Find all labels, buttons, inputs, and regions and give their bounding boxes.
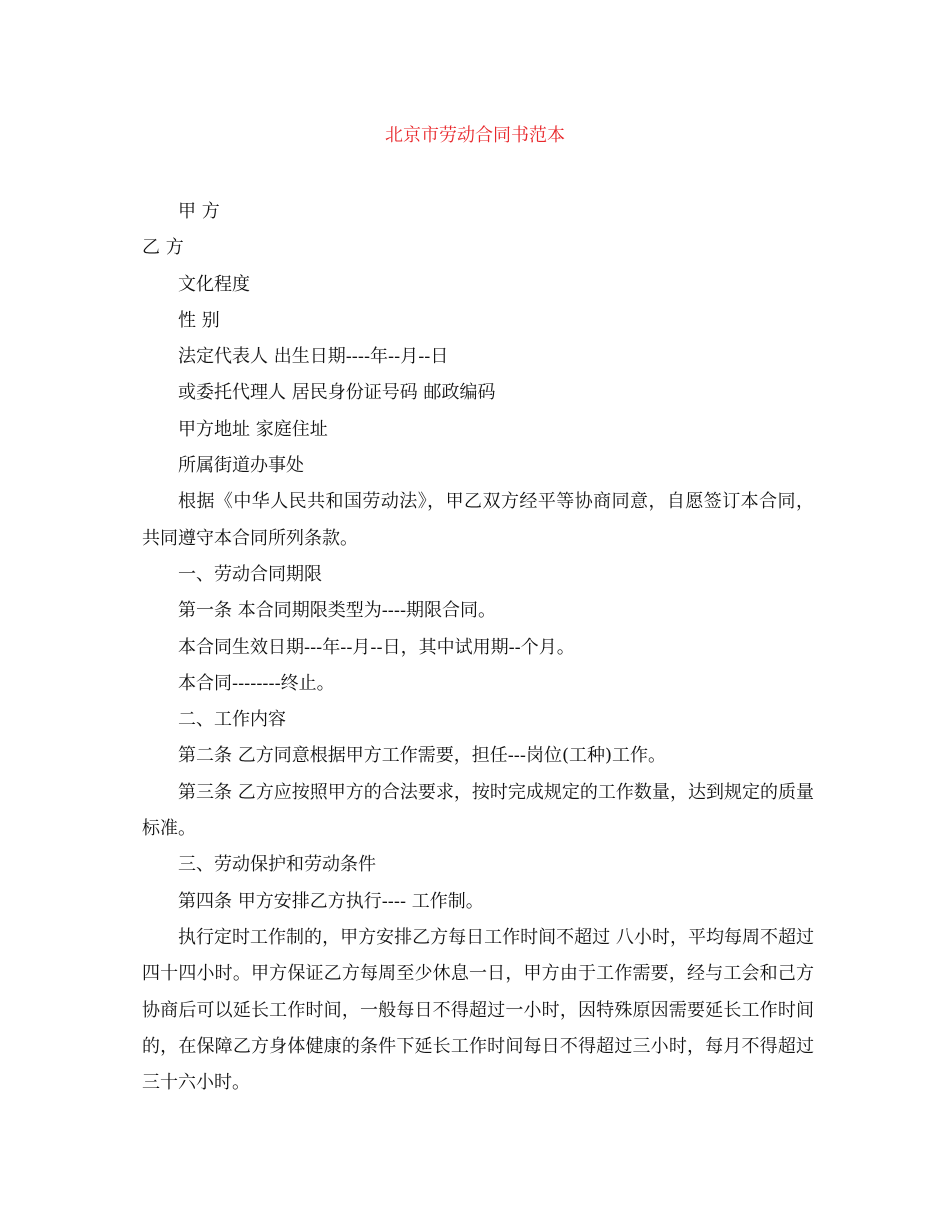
article-4: 第四条 甲方安排乙方执行---- 工作制。 xyxy=(178,890,484,912)
paragraph-gender: 性 别 xyxy=(178,309,220,331)
document-body xyxy=(142,194,814,1101)
paragraph-termination: 本合同--------终止。 xyxy=(178,672,335,694)
article-3: 第三条 乙方应按照甲方的合法要求，按时完成规定的工作数量，达到规定的质量标准。 xyxy=(142,781,814,840)
paragraph-party-b: 乙 方 xyxy=(142,237,184,259)
document-title: 北京市劳动合同书范本 xyxy=(385,125,565,146)
paragraph-education: 文化程度 xyxy=(178,273,250,295)
paragraph-agent: 或委托代理人 居民身份证号码 邮政编码 xyxy=(178,382,496,404)
article-2: 第二条 乙方同意根据甲方工作需要，担任---岗位(工种)工作。 xyxy=(178,745,667,767)
section-heading-term: 一、劳动合同期限 xyxy=(178,563,322,585)
paragraph-street-office: 所属街道办事处 xyxy=(178,455,304,477)
paragraph-legal-representative: 法定代表人 出生日期----年--月--日 xyxy=(178,346,449,368)
paragraph-address: 甲方地址 家庭住址 xyxy=(178,418,328,440)
article-1: 第一条 本合同期限类型为----期限合同。 xyxy=(178,600,497,622)
paragraph-party-a: 甲 方 xyxy=(178,201,220,222)
section-heading-labor-protection: 三、劳动保护和劳动条件 xyxy=(178,854,376,876)
paragraph-working-hours: 执行定时工作制的，甲方安排乙方每日工作时间不超过 八小时，平均每周不超过四十四小时。甲方保证乙方每周至少休息一日，甲方由于工作需要，经与工会和己方协商后可以延长工作时间，一般每日不得超过一小时，因特殊原因需要延长工作时间的，在保障乙方身体健康的条件下延长工作时间每日不得超过三小时，每月不得超过三十六小时。 xyxy=(142,926,814,1094)
paragraph-preamble: 根据《中华人民共和国劳动法》，甲乙双方经平等协商同意，自愿签订本合同，共同遵守本合同所列条款。 xyxy=(142,491,814,549)
section-heading-work-content: 二、工作内容 xyxy=(178,709,286,731)
paragraph-effective-date: 本合同生效日期---年--月--日，其中试用期--个月。 xyxy=(178,636,575,658)
